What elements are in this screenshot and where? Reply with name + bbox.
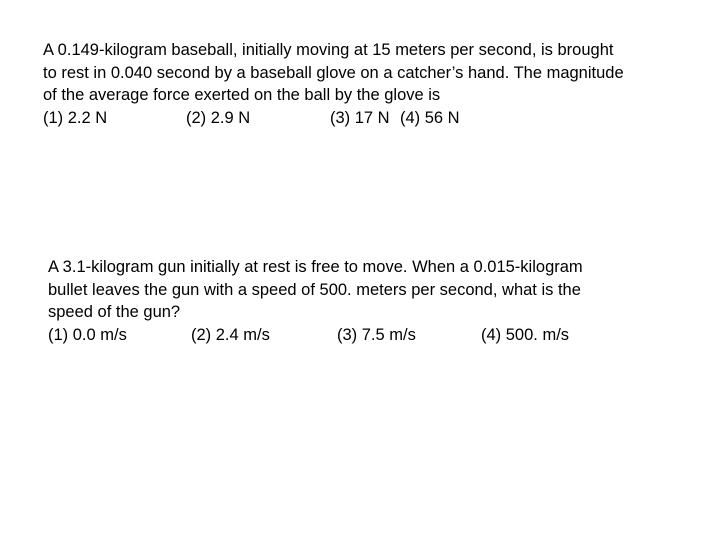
question-2-choice-3: (3) 7.5 m/s [337,325,416,344]
question-2-choice-2: (2) 2.4 m/s [191,325,270,344]
question-1-choice-1: (1) 2.2 N [43,108,108,127]
question-1-line-1: A 0.149-kilogram baseball, initially moving at 15 meters per second, is brought [43,41,614,59]
question-2-choices [48,324,583,347]
question-1-choice-2: (2) 2.9 N [186,108,251,127]
question-2 [48,256,583,346]
question-2-choice-1: (1) 0.0 m/s [48,325,127,344]
question-1-line-2: to rest in 0.040 second by a baseball glove on a catcher’s hand. The magnitude [43,63,624,82]
question-1-line-3: of the average force exerted on the ball by the glove is [43,86,441,104]
question-2-line-1: A 3.1-kilogram gun initially at rest is free to move. When a 0.015-kilogram [48,258,583,276]
question-2-line-2: bullet leaves the gun with a speed of 500. meters per second, what is the [48,280,581,299]
question-1-choice-3: (3) 17 N [330,108,390,127]
question-2-line-3: speed of the gun? [48,303,181,321]
question-2-choice-4: (4) 500. m/s [481,325,570,344]
question-1-choices [43,107,624,130]
question-1-choice-4: (4) 56 N [400,108,460,127]
question-1 [43,39,624,129]
